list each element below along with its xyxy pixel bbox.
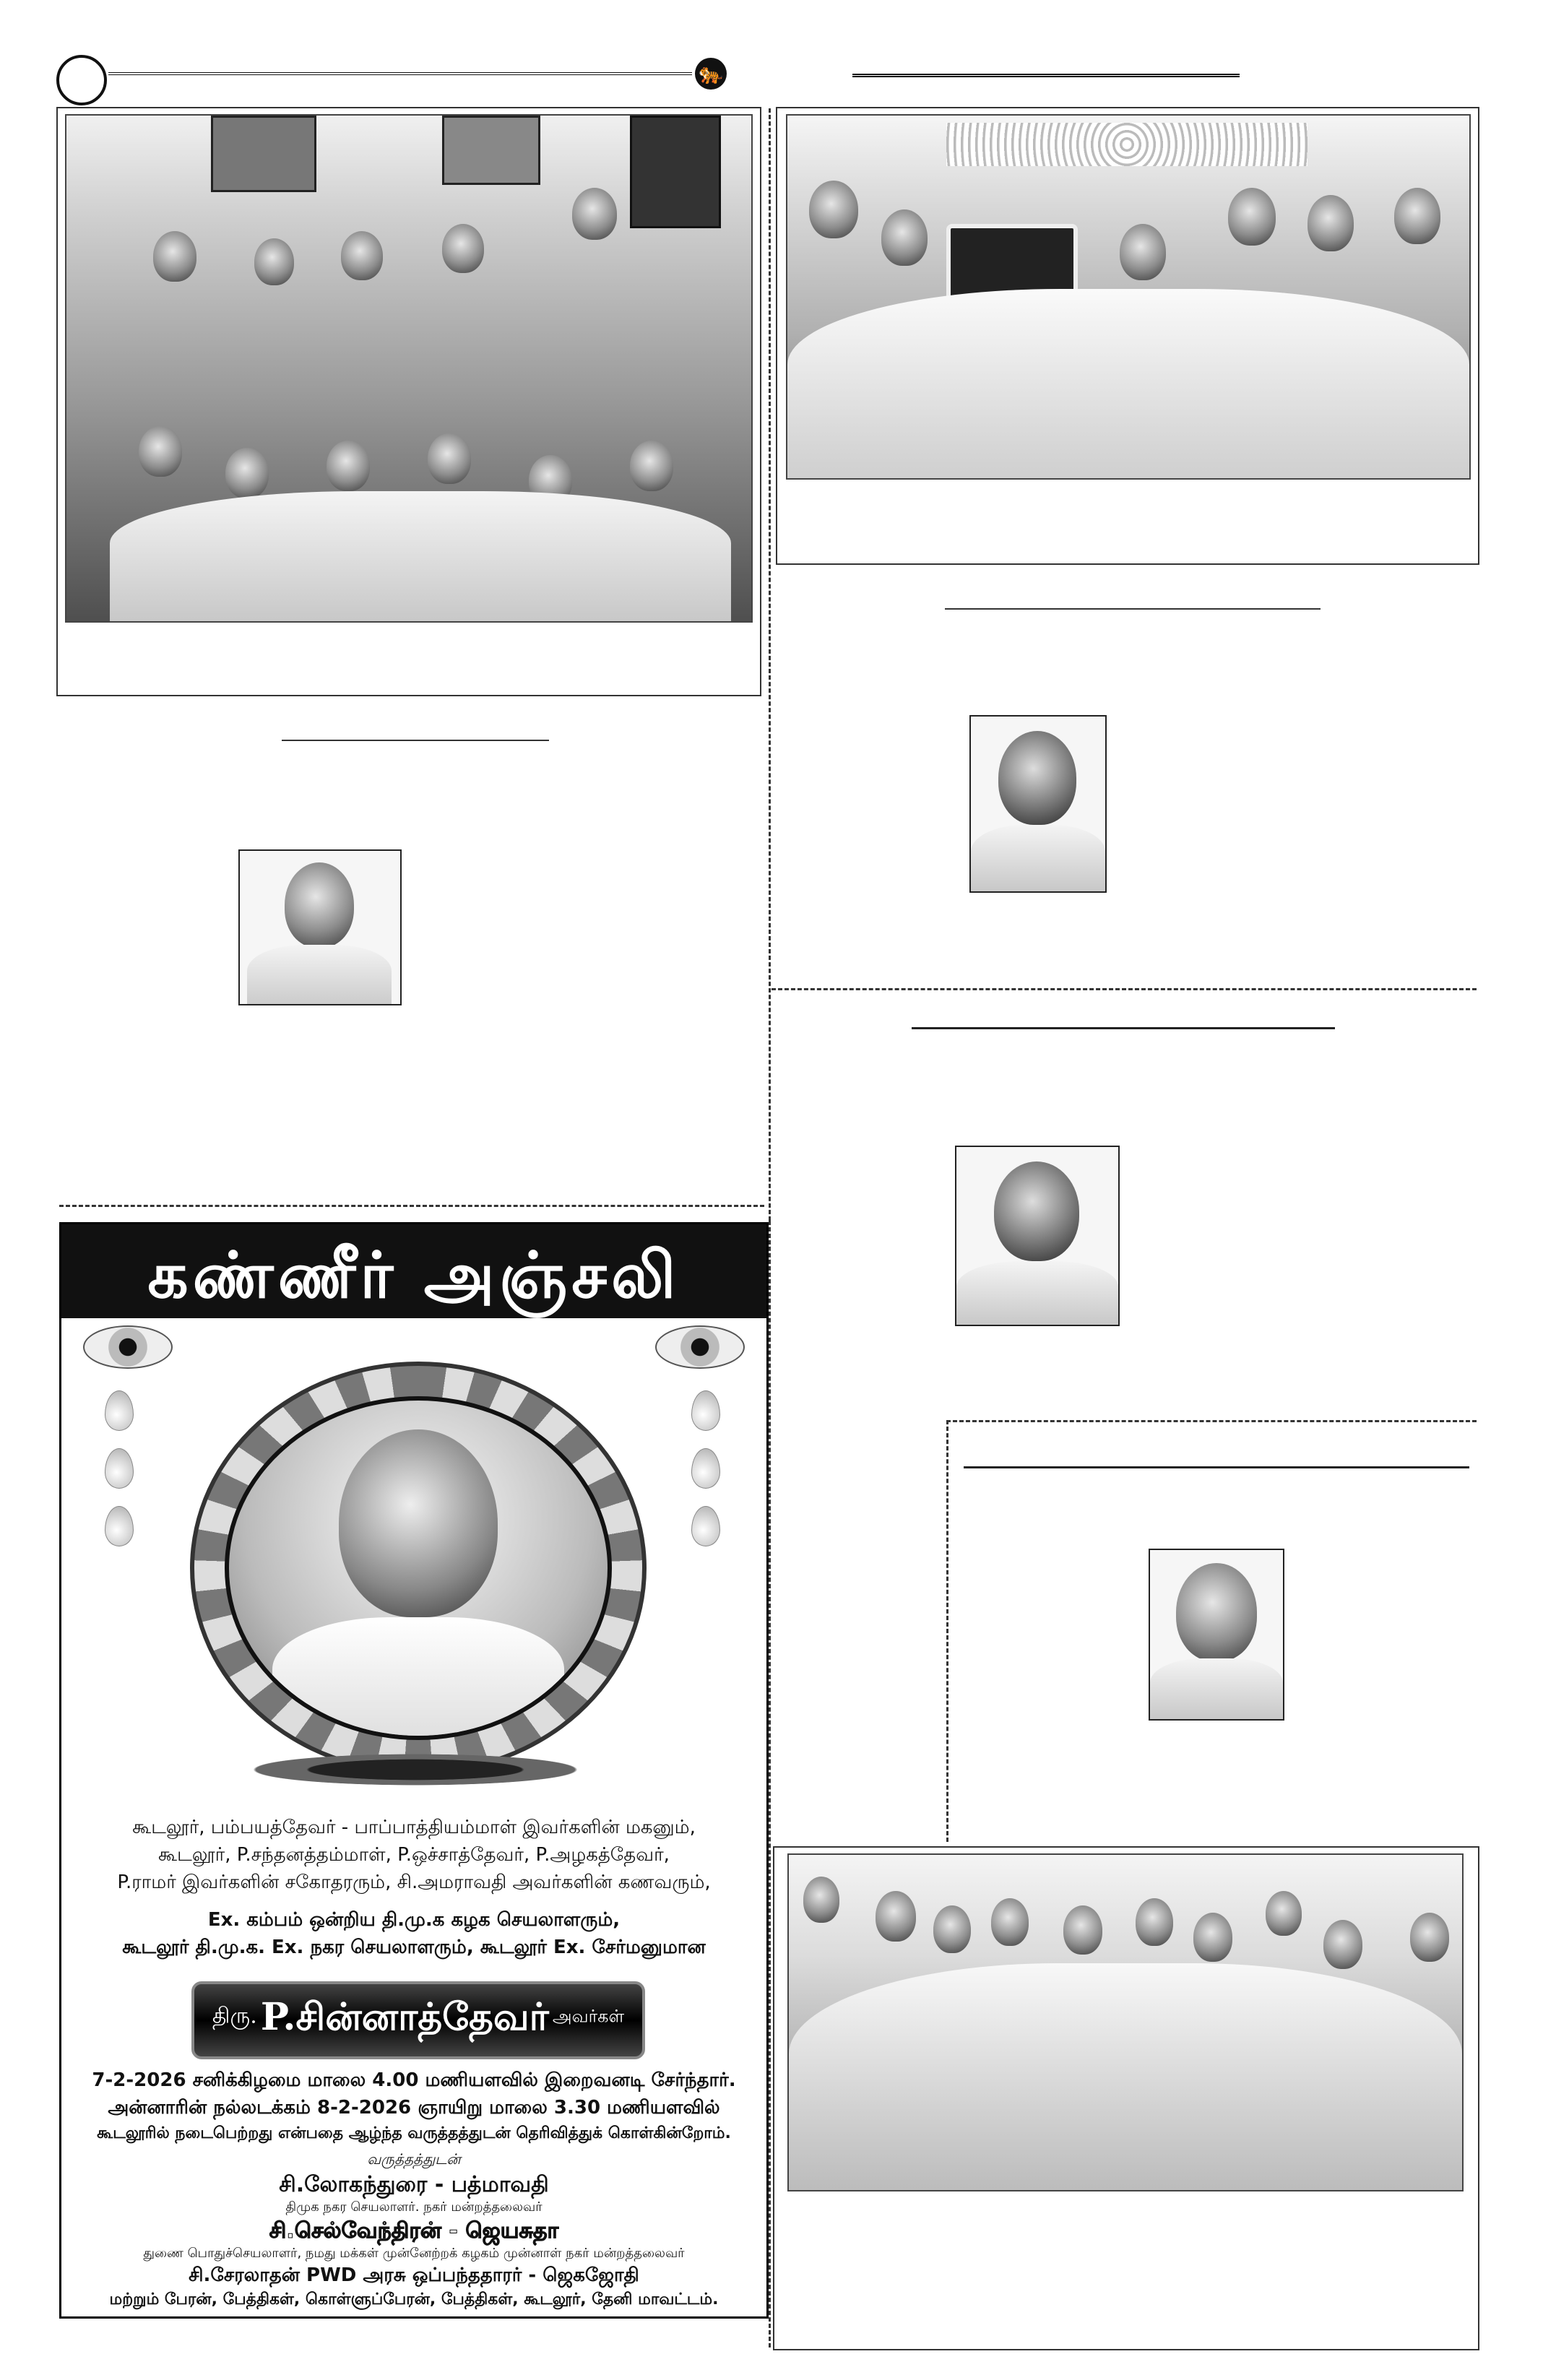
- caption-rule-3: [912, 1027, 1335, 1029]
- memorial-portrait: [225, 1396, 612, 1740]
- tear-drop-icon: [691, 1390, 720, 1431]
- column-divider-lower: [769, 1221, 771, 2347]
- family-2: சி.செல்வேந்திரன் - ஜெயசுதா: [269, 2218, 559, 2243]
- ad-line-3: P.ராமர் இவர்களின் சகோதரரும், சி.அமராவதி அவர்களின் கணவரும்,: [117, 1871, 711, 1893]
- portrait-left: [238, 849, 402, 1005]
- family-1: சி.லோகந்துரை - பத்மாவதி: [279, 2172, 549, 2197]
- box-top-dashed: [946, 1420, 1477, 1422]
- ad-line-6: 7-2-2026 சனிக்கிழமை மாலை 4.00 மணியளவில் இறைவனடி சேர்ந்தார்.: [92, 2069, 736, 2091]
- column-divider: [769, 108, 771, 1221]
- tear-drop-icon: [105, 1506, 134, 1546]
- portrait-right-1: [969, 715, 1107, 893]
- tear-drop-icon: [105, 1390, 134, 1431]
- family-2-roles: துணை பொதுச்செயலாளர், நமது மக்கள் முன்னேற்றக் கழகம் முன்னாள் நகர் மன்றத்தலைவர்: [143, 2246, 685, 2261]
- ad-line-1: கூடலூர், பம்பயத்தேவர் - பாப்பாத்தியம்மாள் இவர்களின் மகனும்,: [132, 1817, 696, 1838]
- family-3: சி.சேரலாதன் PWD அரசு ஒப்பந்ததாரர் - ஜெகஜோதி: [189, 2264, 639, 2286]
- meeting-photo: [65, 114, 753, 623]
- flower-petals: [228, 1752, 603, 1788]
- obituary-advertisement: [59, 1222, 769, 2319]
- ad-footer: மற்றும் பேரன், பேத்திகள், கொள்ளுப்பேரன், பேத்திகள், கூடலூர், தேனி மாவட்டம்.: [109, 2290, 719, 2308]
- portrait-right-2: [955, 1146, 1120, 1326]
- ad-line-5: கூடலூர் தி.மு.க. Ex. நகர செயலாளரும், கூடலூர் Ex. சேர்மனுமான: [122, 1937, 706, 1958]
- flower-garland: [946, 123, 1308, 166]
- grieving-label: வருத்தத்துடன்: [367, 2150, 461, 2168]
- box-left-dashed: [946, 1420, 948, 1842]
- ad-line-2: கூடலூர், P.சந்தனத்தம்மாள், P.ஒச்சாத்தேவர், P.அழகத்தேவர்,: [158, 1844, 670, 1866]
- section-divider-left: [59, 1205, 764, 1207]
- tear-drop-icon: [105, 1448, 134, 1489]
- caption-rule-4: [964, 1466, 1469, 1468]
- header-rule-left: [108, 72, 692, 75]
- section-divider-right: [772, 988, 1477, 990]
- wall-frame-small-2: [442, 116, 540, 185]
- tiger-emblem-icon: 🐅: [695, 58, 727, 90]
- tear-eye-right-icon: [655, 1325, 745, 1369]
- ad-line-4: Ex. கம்பம் ஒன்றிய தி.மு.க கழக செயலாளரும்,: [207, 1909, 621, 1931]
- ad-line-7: அன்னாரின் நல்லடக்கம் 8-2-2026 ஞாயிறு மாலை 3.30 மணியளவில்: [108, 2097, 720, 2119]
- portrait-right-3: [1149, 1549, 1284, 1721]
- family-1-roles: திமுக நகர செயலாளர். நகர் மன்றத்தலைவர்: [285, 2199, 543, 2215]
- caption-rule-2: [945, 608, 1321, 610]
- group-photo: [787, 1853, 1464, 2191]
- tribute-photo: [786, 114, 1471, 480]
- page-number-circle: [56, 55, 107, 105]
- deceased-name: P.சின்னாத்தேவர்: [260, 1995, 549, 2039]
- tear-drop-icon: [691, 1448, 720, 1489]
- header-rule-right: [852, 74, 1240, 77]
- name-plate: [191, 1981, 645, 2059]
- name-prefix: திரு.: [212, 2003, 257, 2029]
- tear-drop-icon: [691, 1506, 720, 1546]
- wall-frame-small: [211, 116, 316, 192]
- ad-title: கண்ணீர் அஞ்சலி: [147, 1237, 680, 1312]
- name-suffix: அவர்கள்: [552, 2006, 625, 2027]
- caption-rule-1: [282, 740, 549, 741]
- ad-line-8: கூடலூரில் நடைபெற்றது என்பதை ஆழ்ந்த வருத்தத்துடன் தெரிவித்துக் கொள்கின்றோம்.: [97, 2124, 731, 2142]
- ad-body: [61, 1318, 766, 2316]
- tear-eye-left-icon: [83, 1325, 173, 1369]
- wall-portrait: [630, 116, 721, 228]
